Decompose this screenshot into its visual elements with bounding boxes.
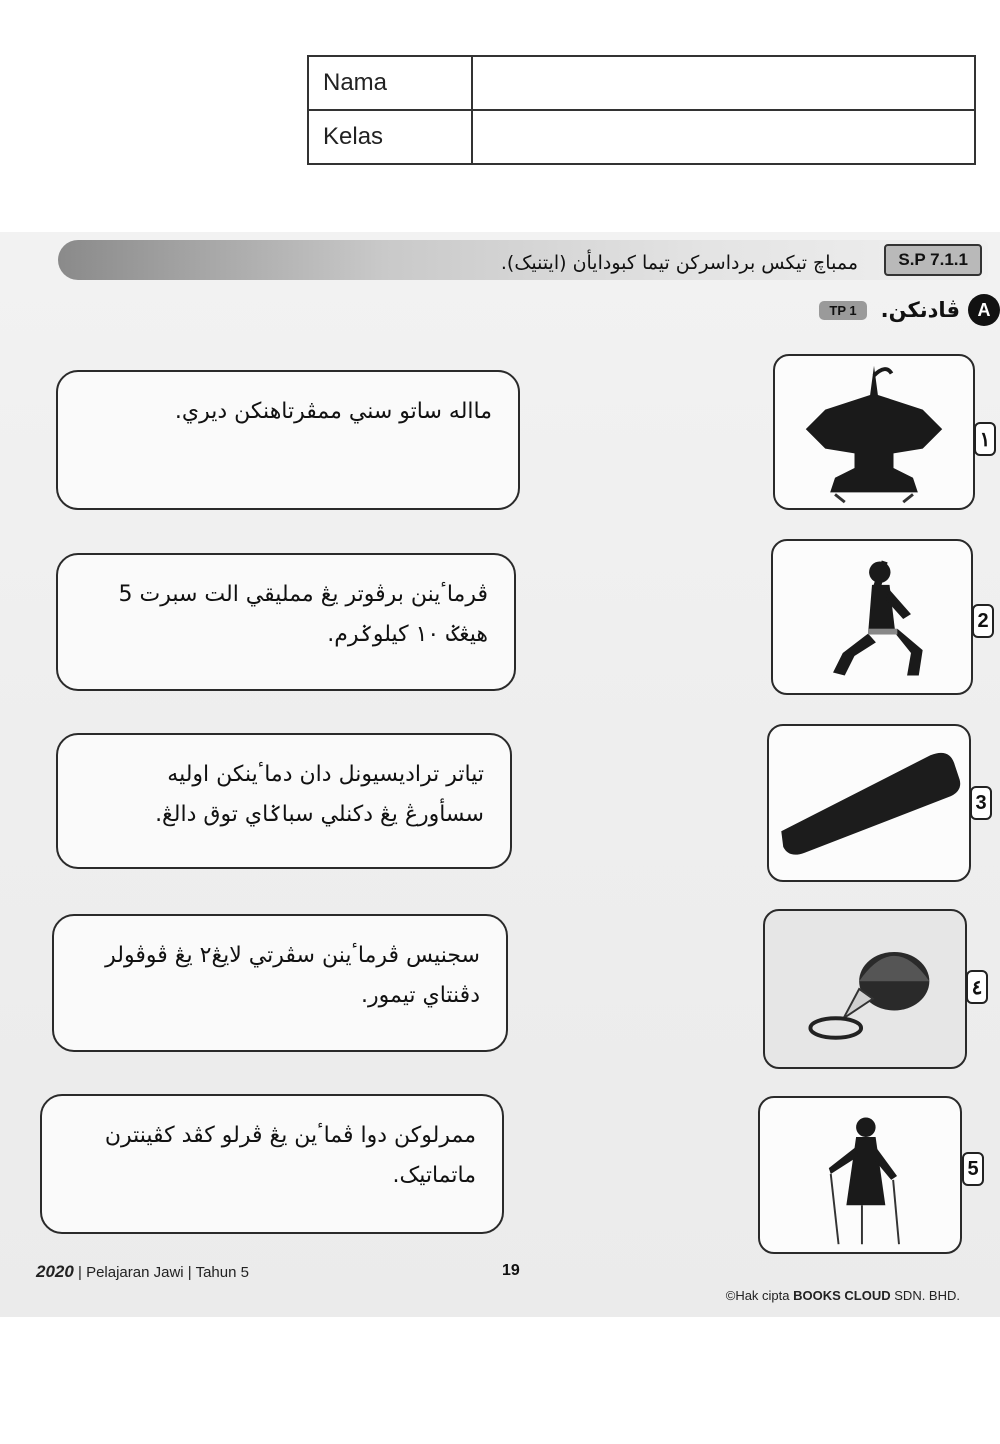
spinning-top-icon: [765, 911, 965, 1067]
congkak-board-icon: [769, 726, 969, 880]
worksheet: [0, 232, 1000, 1317]
class-row: [308, 110, 975, 164]
text-box-2-content: ڤرماٴينن برڤوتر يڠ ممليقي الت سبرت 5 هيڠݢ ١٠ کيلوݢرم.: [118, 582, 488, 647]
footer-book-title: | Pelajaran Jawi | Tahun 5: [78, 1264, 249, 1281]
text-box-5[interactable]: [40, 1094, 504, 1234]
name-label: Nama: [308, 56, 472, 110]
text-box-1[interactable]: [56, 370, 520, 510]
text-box-2[interactable]: [56, 553, 516, 691]
copyright-prefix: ©Hak cipta: [725, 1288, 790, 1303]
header-banner: [58, 240, 988, 280]
tp-badge: TP 1: [819, 301, 866, 320]
page-number: 19: [502, 1262, 520, 1279]
footer-book-info: [36, 1262, 249, 1282]
wau-kite-icon: [775, 356, 973, 508]
class-label: Kelas: [308, 110, 472, 164]
text-box-4[interactable]: [52, 914, 508, 1052]
text-box-4-content: سجنيس ڤرماٴينن سڤرتي لايڠ٢ يڠ ڤوڤولر دڤنتاي تيمور.: [105, 943, 480, 1008]
class-field[interactable]: [472, 110, 975, 164]
picture-box-3[interactable]: [767, 724, 971, 882]
section-instruction: ڤادنکن.: [880, 298, 960, 322]
picture-box-4[interactable]: [763, 909, 967, 1069]
footer-copyright: [726, 1288, 960, 1303]
picture-box-1[interactable]: [773, 354, 975, 510]
text-box-3[interactable]: [56, 733, 512, 869]
footer-year: 2020: [36, 1262, 74, 1281]
name-row: [308, 56, 975, 110]
copyright-brand: BOOKS CLOUD: [793, 1288, 891, 1303]
standard-code-badge: S.P 7.1.1: [884, 244, 982, 276]
picture-number-2: 2: [972, 604, 994, 638]
section-letter-badge: A: [968, 294, 1000, 326]
header-title: ممباچ تيکس برداسرکن تيما کبودايأن (ايتنيک).: [500, 252, 858, 274]
shadow-puppet-icon: [760, 1098, 960, 1252]
picture-number-3: 3: [970, 786, 992, 820]
text-box-5-content: ممرلوکن دوا ڤماٴين يڠ ڤرلو کڤد کڤينترن ماتماتيک.: [104, 1123, 476, 1188]
name-class-table: [307, 55, 976, 165]
picture-number-5: 5: [962, 1152, 984, 1186]
text-box-1-content: مااله ساتو سني ممڤرتاهنکن ديري.: [174, 399, 492, 424]
name-field[interactable]: [472, 56, 975, 110]
picture-number-4: ٤: [966, 970, 988, 1004]
picture-box-2[interactable]: [771, 539, 973, 695]
silat-fighter-icon: [773, 541, 971, 693]
picture-number-1: ۱: [974, 422, 996, 456]
section-a-heading: [819, 292, 1000, 328]
copyright-suffix: SDN. BHD.: [894, 1288, 960, 1303]
picture-box-5[interactable]: [758, 1096, 962, 1254]
text-box-3-content: تياتر تراديسيونل دان دماٴينکن اوليه سسأورڠ يڠ دکنلي سباݢاي توق دالڠ.: [155, 762, 484, 827]
